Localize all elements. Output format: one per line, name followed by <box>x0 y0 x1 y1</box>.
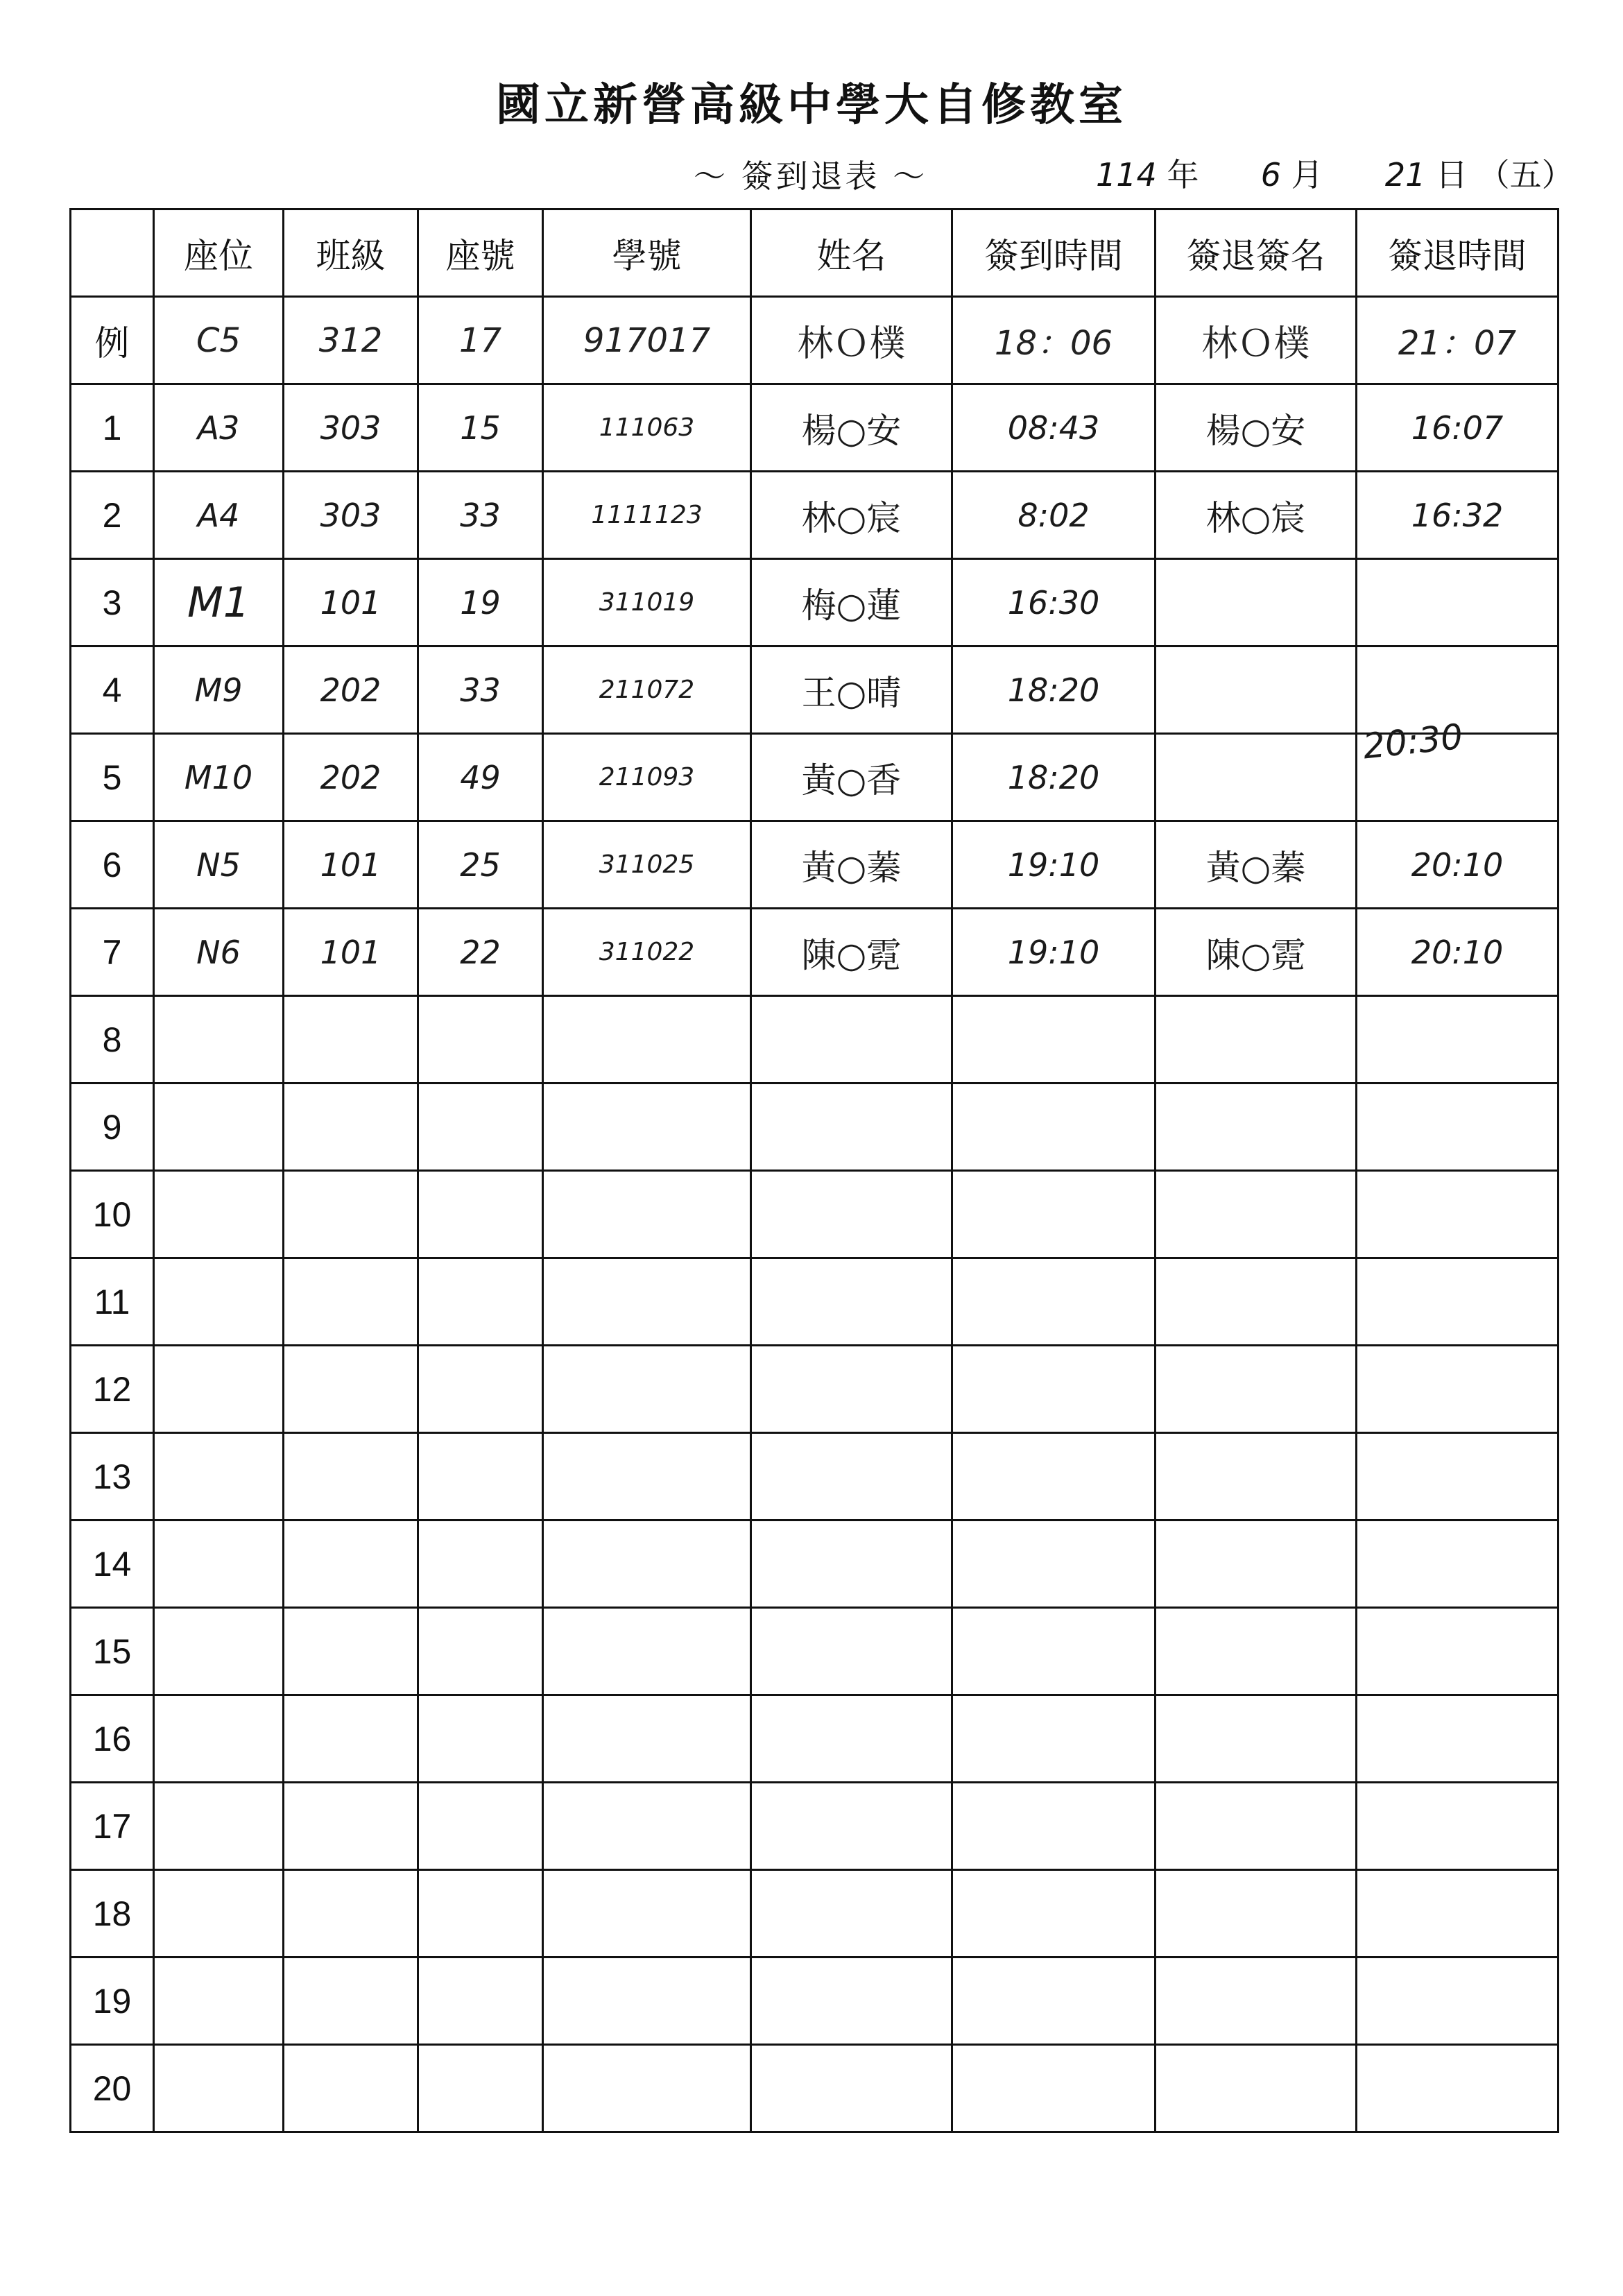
row-checkin-time <box>952 1346 1156 1433</box>
row-student-id <box>543 1783 751 1870</box>
col-header-checkout-time: 簽退時間 <box>1357 209 1558 297</box>
table-row <box>71 1083 1558 1171</box>
row-checkout-signature <box>1156 1695 1357 1783</box>
row-checkout-signature: 黃○蓁 <box>1156 821 1357 909</box>
row-checkin-time: 16:30 <box>952 559 1156 646</box>
row-checkin-time <box>952 1433 1156 1520</box>
row-student-id: 1111123 <box>543 472 751 559</box>
row-number: 16 <box>71 1695 154 1783</box>
row-seat <box>154 1433 284 1520</box>
row-number: 10 <box>71 1171 154 1258</box>
row-student-id <box>543 996 751 1083</box>
row-checkout-time <box>1357 2045 1558 2132</box>
row-seat <box>154 1171 284 1258</box>
row-checkout-signature <box>1156 1870 1357 1957</box>
row-seat <box>154 1346 284 1433</box>
row-number: 5 <box>71 734 154 821</box>
row-name <box>751 1520 952 1608</box>
row-number: 17 <box>71 1783 154 1870</box>
table-row <box>71 1870 1558 1957</box>
table-row <box>71 1258 1558 1346</box>
row-student-id <box>543 1258 751 1346</box>
row-seat: M9 <box>154 646 284 734</box>
row-checkout-time: 16:32 <box>1357 472 1558 559</box>
row-checkout-time <box>1357 1258 1558 1346</box>
row-class <box>284 1171 418 1258</box>
table-row <box>71 1346 1558 1433</box>
row-class: 101 <box>284 909 418 996</box>
table-row <box>71 1695 1558 1783</box>
row-number: 13 <box>71 1433 154 1520</box>
row-checkout-time <box>1357 1870 1558 1957</box>
row-checkout-signature <box>1156 1083 1357 1171</box>
row-student-id <box>543 1870 751 1957</box>
row-checkin-time: 08:43 <box>952 384 1156 472</box>
table-row <box>71 1957 1558 2045</box>
table-row <box>71 1171 1558 1258</box>
row-name <box>751 1695 952 1783</box>
row-seat <box>154 1520 284 1608</box>
row-seat: N6 <box>154 909 284 996</box>
table-row <box>71 1608 1558 1695</box>
row-number: 2 <box>71 472 154 559</box>
row-student-id <box>543 1083 751 1171</box>
row-checkin-time: 18:20 <box>952 734 1156 821</box>
row-checkout-time <box>1357 1695 1558 1783</box>
col-header-index <box>71 209 154 297</box>
row-checkout-signature <box>1156 2045 1357 2132</box>
row-checkout-signature <box>1156 1171 1357 1258</box>
row-number: 8 <box>71 996 154 1083</box>
row-name: 梅○蓮 <box>751 559 952 646</box>
row-seat: M1 <box>154 559 284 646</box>
row-checkin-time: 18:20 <box>952 646 1156 734</box>
row-class: 202 <box>284 646 418 734</box>
header-row <box>71 209 1558 297</box>
example-checkout-time: 21：07 <box>1357 297 1558 384</box>
row-checkin-time <box>952 1783 1156 1870</box>
row-name <box>751 1608 952 1695</box>
row-checkin-time: 19:10 <box>952 821 1156 909</box>
row-seat-no: 19 <box>418 559 543 646</box>
row-seat-no <box>418 1520 543 1608</box>
row-checkout-signature: 楊○安 <box>1156 384 1357 472</box>
row-checkout-signature: 陳○霓 <box>1156 909 1357 996</box>
row-checkout-signature <box>1156 559 1357 646</box>
row-class <box>284 1695 418 1783</box>
row-name <box>751 1346 952 1433</box>
subtitle: ～ 簽到退表 ～ <box>694 157 928 195</box>
row-class <box>284 1520 418 1608</box>
col-header-class: 班級 <box>284 209 418 297</box>
date-weekday: （五） <box>1477 156 1574 194</box>
row-checkin-time <box>952 1695 1156 1783</box>
example-seat-no: 17 <box>418 297 543 384</box>
row-seat-no: 33 <box>418 472 543 559</box>
table-row <box>71 472 1558 559</box>
row-seat: M10 <box>154 734 284 821</box>
row-class <box>284 1346 418 1433</box>
row-checkout-time <box>1357 559 1558 646</box>
row-checkin-time <box>952 1171 1156 1258</box>
row-seat <box>154 2045 284 2132</box>
row-checkout-signature <box>1156 1520 1357 1608</box>
table-row <box>71 821 1558 909</box>
table-row <box>71 384 1558 472</box>
col-header-checkout-signature: 簽退簽名 <box>1156 209 1357 297</box>
row-checkout-signature <box>1156 1346 1357 1433</box>
row-checkout-signature <box>1156 1957 1357 2045</box>
row-student-id: 311019 <box>543 559 751 646</box>
date-month: 6 <box>1260 156 1281 194</box>
row-seat-no <box>418 1608 543 1695</box>
col-header-checkin-time: 簽到時間 <box>952 209 1156 297</box>
row-number: 1 <box>71 384 154 472</box>
row-seat-no: 25 <box>418 821 543 909</box>
row-name <box>751 996 952 1083</box>
row-seat-no <box>418 1171 543 1258</box>
row-student-id <box>543 2045 751 2132</box>
row-name <box>751 1870 952 1957</box>
row-checkout-time <box>1357 1083 1558 1171</box>
row-seat-no <box>418 1783 543 1870</box>
row-checkin-time <box>952 1608 1156 1695</box>
row-number: 11 <box>71 1258 154 1346</box>
table-row <box>71 646 1558 734</box>
example-name: 林Ｏ樸 <box>751 297 952 384</box>
row-checkout-time <box>1357 1171 1558 1258</box>
row-seat-no <box>418 1433 543 1520</box>
row-seat <box>154 1258 284 1346</box>
row-student-id <box>543 1433 751 1520</box>
row-number: 7 <box>71 909 154 996</box>
row-number: 9 <box>71 1083 154 1171</box>
row-seat-no <box>418 1258 543 1346</box>
row-seat <box>154 996 284 1083</box>
row-seat: A3 <box>154 384 284 472</box>
row-name <box>751 1083 952 1171</box>
table-row <box>71 734 1558 821</box>
example-label: 例 <box>71 297 154 384</box>
row-name <box>751 1783 952 1870</box>
table-row <box>71 996 1558 1083</box>
row-checkout-time <box>1357 996 1558 1083</box>
row-checkin-time <box>952 2045 1156 2132</box>
row-seat-no: 22 <box>418 909 543 996</box>
row-student-id: 311022 <box>543 909 751 996</box>
row-student-id: 211072 <box>543 646 751 734</box>
row-class <box>284 2045 418 2132</box>
row-name <box>751 2045 952 2132</box>
row-checkout-signature <box>1156 734 1357 821</box>
row-checkout-signature <box>1156 1433 1357 1520</box>
row-name: 林○宸 <box>751 472 952 559</box>
row-student-id <box>543 1171 751 1258</box>
row-name: 楊○安 <box>751 384 952 472</box>
row-class: 202 <box>284 734 418 821</box>
row-name: 黃○蓁 <box>751 821 952 909</box>
row-checkout-time <box>1357 1783 1558 1870</box>
row-seat-no: 33 <box>418 646 543 734</box>
row-class <box>284 1870 418 1957</box>
table-row <box>71 1783 1558 1870</box>
row-seat <box>154 1870 284 1957</box>
row-name: 陳○霓 <box>751 909 952 996</box>
row-class <box>284 996 418 1083</box>
row-seat-no <box>418 1695 543 1783</box>
row-checkin-time: 19:10 <box>952 909 1156 996</box>
row-checkout-time: 20:10 <box>1357 821 1558 909</box>
example-class: 312 <box>284 297 418 384</box>
row-student-id <box>543 1520 751 1608</box>
row-name <box>751 1433 952 1520</box>
row-name <box>751 1171 952 1258</box>
col-header-name: 姓名 <box>751 209 952 297</box>
row-checkout-time <box>1357 1346 1558 1433</box>
row-seat-no <box>418 996 543 1083</box>
row-seat: N5 <box>154 821 284 909</box>
row-seat <box>154 1083 284 1171</box>
row-seat <box>154 1957 284 2045</box>
row-checkin-time <box>952 1083 1156 1171</box>
row-student-id: 311025 <box>543 821 751 909</box>
row-checkout-signature <box>1156 1258 1357 1346</box>
row-checkout-signature <box>1156 996 1357 1083</box>
row-number: 4 <box>71 646 154 734</box>
row-seat-no: 15 <box>418 384 543 472</box>
row-seat-no <box>418 1957 543 2045</box>
example-row <box>71 297 1558 384</box>
table-row <box>71 1433 1558 1520</box>
row-class <box>284 1783 418 1870</box>
table-row <box>71 559 1558 646</box>
row-number: 19 <box>71 1957 154 2045</box>
col-header-seat: 座位 <box>154 209 284 297</box>
example-student-id: 917017 <box>543 297 751 384</box>
row-checkout-time <box>1357 1957 1558 2045</box>
date-year-unit: 年 <box>1167 156 1199 194</box>
row-class: 303 <box>284 472 418 559</box>
row-seat <box>154 1608 284 1695</box>
row-seat-no <box>418 2045 543 2132</box>
row-name <box>751 1957 952 2045</box>
row-student-id: 211093 <box>543 734 751 821</box>
col-header-seat-no: 座號 <box>418 209 543 297</box>
row-class <box>284 1608 418 1695</box>
row-number: 3 <box>71 559 154 646</box>
row-checkin-time <box>952 1957 1156 2045</box>
row-checkout-signature <box>1156 1608 1357 1695</box>
row-student-id: 111063 <box>543 384 751 472</box>
row-number: 6 <box>71 821 154 909</box>
row-checkin-time <box>952 1258 1156 1346</box>
row-checkout-time <box>1357 1433 1558 1520</box>
date-day-unit: 日 <box>1436 156 1468 194</box>
row-class <box>284 1957 418 2045</box>
row-class: 101 <box>284 559 418 646</box>
row-class <box>284 1083 418 1171</box>
row-checkin-time: 8:02 <box>952 472 1156 559</box>
row-class: 101 <box>284 821 418 909</box>
row-seat: A4 <box>154 472 284 559</box>
row-checkout-signature <box>1156 1783 1357 1870</box>
page-title: 國立新營高級中學大自修教室 <box>496 79 1127 131</box>
row-name: 黃○香 <box>751 734 952 821</box>
row-seat-no: 49 <box>418 734 543 821</box>
row-class <box>284 1258 418 1346</box>
row-student-id <box>543 1695 751 1783</box>
row-student-id <box>543 1346 751 1433</box>
row-checkout-signature: 林○宸 <box>1156 472 1357 559</box>
example-checkout-signature: 林Ｏ樸 <box>1156 297 1357 384</box>
row-checkout-time: 16:07 <box>1357 384 1558 472</box>
row-checkin-time <box>952 996 1156 1083</box>
row-seat <box>154 1783 284 1870</box>
example-seat: C5 <box>154 297 284 384</box>
row-number: 20 <box>71 2045 154 2132</box>
table-row <box>71 2045 1558 2132</box>
row-number: 12 <box>71 1346 154 1433</box>
row-class <box>284 1433 418 1520</box>
row-student-id <box>543 1608 751 1695</box>
merged-checkout-time: 20:30 <box>1361 716 1465 767</box>
row-checkin-time <box>952 1870 1156 1957</box>
row-number: 15 <box>71 1608 154 1695</box>
row-seat-no <box>418 1346 543 1433</box>
row-checkout-signature <box>1156 646 1357 734</box>
table-row <box>71 1520 1558 1608</box>
col-header-student-id: 學號 <box>543 209 751 297</box>
row-checkin-time <box>952 1520 1156 1608</box>
row-class: 303 <box>284 384 418 472</box>
row-checkout-time: 20:10 <box>1357 909 1558 996</box>
row-name: 王○晴 <box>751 646 952 734</box>
date-day: 21 <box>1384 156 1426 194</box>
row-student-id <box>543 1957 751 2045</box>
row-seat-no <box>418 1083 543 1171</box>
example-checkin-time: 18：06 <box>952 297 1156 384</box>
row-checkout-time <box>1357 1520 1558 1608</box>
row-checkout-time <box>1357 1608 1558 1695</box>
table-row <box>71 909 1558 996</box>
date-year: 114 <box>1096 156 1157 194</box>
row-seat-no <box>418 1870 543 1957</box>
row-name <box>751 1258 952 1346</box>
date-line <box>1096 150 1574 196</box>
row-number: 18 <box>71 1870 154 1957</box>
row-seat <box>154 1695 284 1783</box>
date-month-unit: 月 <box>1291 156 1323 194</box>
sign-in-table <box>69 208 1559 2133</box>
row-number: 14 <box>71 1520 154 1608</box>
